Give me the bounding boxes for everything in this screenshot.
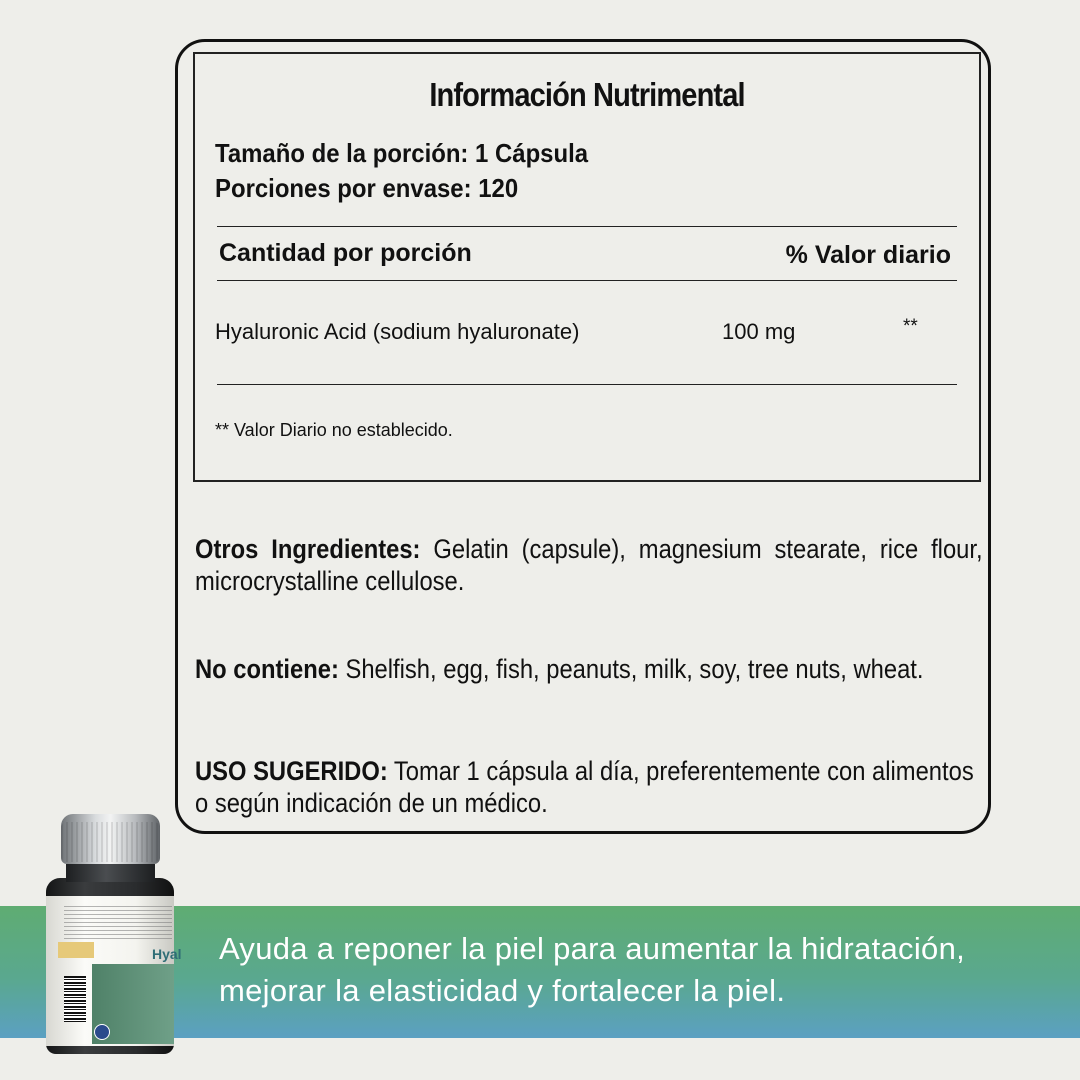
suggested-use-label: USO SUGERIDO: [195,756,388,786]
bottle-neck [66,864,155,882]
benefit-line-1: Ayuda a reponer la piel para aumentar la hidratación, [219,931,966,966]
bottle-brand-fragment: Hyal [152,946,182,962]
usa-flag-icon [94,1024,110,1040]
label-yellow-badge [58,942,94,958]
product-bottle-image [44,814,182,1054]
benefit-line-2: mejorar la elasticidad y fortalecer la piel. [219,973,786,1008]
facts-title: Información Nutrimental [429,76,745,113]
ingredient-daily-value: ** [903,316,918,337]
suggested-use-text: Tomar 1 cápsula al día, preferentemente con alimentos o según indicación de un médico. [195,756,974,818]
ingredient-amount: 100 mg [722,319,796,344]
other-ingredients-label: Otros Ingredientes: [195,534,421,564]
allergen-free [195,653,983,685]
divider [217,384,957,385]
bottle-cap-ridges [61,822,160,862]
daily-value-header: % Valor diario [785,241,951,269]
ingredient-name: Hyaluronic Acid (sodium hyaluronate) [215,319,580,344]
serving-info [215,136,588,206]
barcode [64,976,86,1022]
allergen-free-label: No contiene: [195,654,339,684]
label-text-lines [64,906,172,942]
suggested-use [195,755,983,819]
other-ingredients [195,533,983,597]
amount-header: Cantidad por porción [219,239,472,267]
divider [217,226,957,227]
benefit-text [219,928,965,1012]
footnote: ** Valor Diario no establecido. [215,420,453,440]
servings-per-container: Porciones por envase: 120 [215,173,519,203]
other-ingredients-text: Gelatin (capsule), magnesium stearate, rice flour, microcrystalline cellulose. [195,534,983,596]
divider [217,280,957,281]
allergen-free-text: Shelfish, egg, fish, peanuts, milk, soy, tree nuts, wheat. [338,654,924,684]
serving-size: Tamaño de la porción: 1 Cápsula [215,138,589,168]
nutrition-facts-panel [193,52,981,482]
